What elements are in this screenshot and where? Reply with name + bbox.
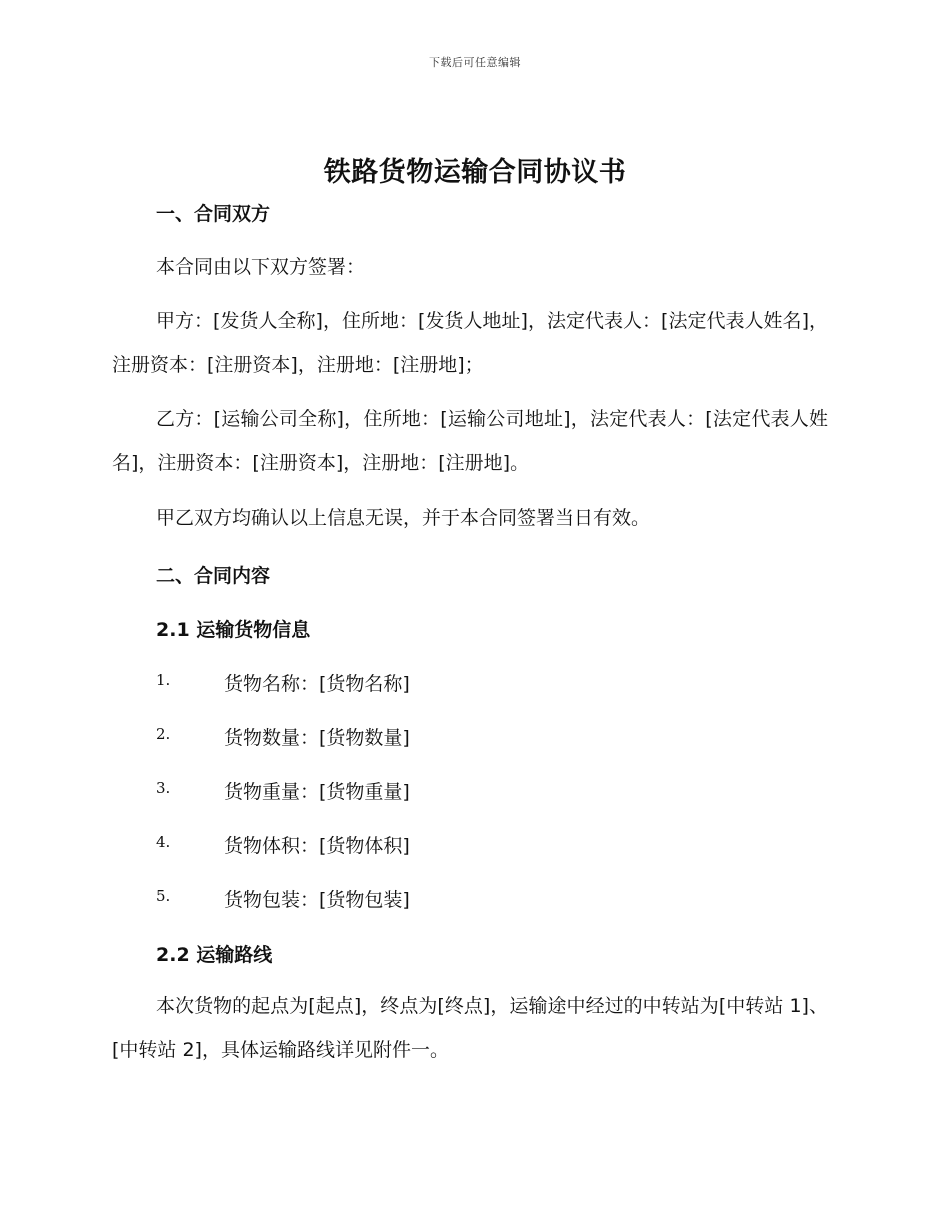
document-title: 铁路货物运输合同协议书 <box>323 157 627 188</box>
list-item-text: 货物体积：[货物体积] <box>224 835 410 857</box>
list-item-number: 3. <box>156 779 171 797</box>
list-item-text: 货物名称：[货物名称] <box>224 673 410 695</box>
list-item-text: 货物包装：[货物包装] <box>224 889 410 911</box>
party-b-paragraph: 乙方：[运输公司全称]，住所地：[运输公司地址]，法定代表人：[法定代表人姓名]，注册资本：[注册资本]，注册地：[注册地]。 <box>112 408 828 474</box>
list-item-number: 2. <box>156 725 171 743</box>
section-1-heading: 一、合同双方 <box>156 203 271 225</box>
confirmation-paragraph: 甲乙双方均确认以上信息无误，并于本合同签署当日有效。 <box>156 507 651 529</box>
list-item-number: 5. <box>156 887 171 905</box>
list-item-number: 1. <box>156 671 171 689</box>
subsection-2-2-heading: 2.2 运输路线 <box>156 944 273 966</box>
list-item-number: 4. <box>156 833 171 851</box>
subsection-2-1-heading: 2.1 运输货物信息 <box>156 619 311 641</box>
header-note: 下载后可任意编辑 <box>429 56 521 69</box>
section-1-intro: 本合同由以下双方签署： <box>156 256 366 278</box>
list-item-text: 货物重量：[货物重量] <box>224 781 410 803</box>
party-a-paragraph: 甲方：[发货人全称]，住所地：[发货人地址]，法定代表人：[法定代表人姓名]，注册资本：[注册资本]，注册地：[注册地]； <box>112 310 828 376</box>
route-paragraph: 本次货物的起点为[起点]，终点为[终点]，运输途中经过的中转站为[中转站 1]、[中转站 2]，具体运输路线详见附件一。 <box>112 995 828 1061</box>
list-item-text: 货物数量：[货物数量] <box>224 727 410 749</box>
section-2-heading: 二、合同内容 <box>156 565 271 587</box>
